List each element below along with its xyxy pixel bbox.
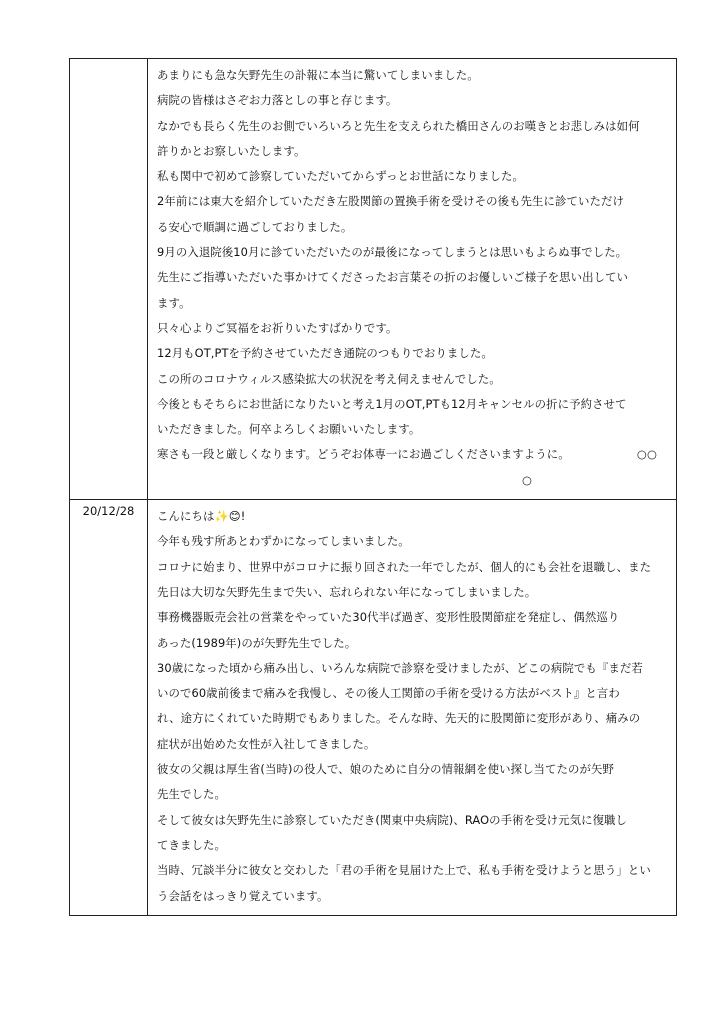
message-line: 私も関中で初めて診察していただいてからずっとお世話になりました。 <box>157 169 525 184</box>
message-line: いただきました。何卒よろしくお願いいたします。 <box>157 422 421 437</box>
message-cell <box>148 59 677 500</box>
message-line: 当時、冗談半分に彼女と交わした「君の手術を見届けた上で、私も手術を受けようと思う」とい <box>157 863 651 878</box>
message-line: この所のコロナウィルス感染拡大の状況を考え伺えませんでした。 <box>157 371 501 386</box>
message-line: れ、途方にくれていた時期でもありました。そんな時、先天的に股関節に変形があり、痛みの <box>157 711 641 726</box>
message-line: 今後ともそちらにお世話になりたいと考え1月のOT,PTも12月キャンセルの折に予約させて <box>157 396 627 411</box>
message-line: 先日は大切な矢野先生まで失い、忘れられない年になってしまいました。 <box>157 584 537 599</box>
signature-right: ○○ <box>636 447 657 462</box>
message-line: いので60歳前後まで痛みを我慢し、その後人工関節の手術を受ける方法がベスト』と言わ <box>157 686 620 701</box>
message-line: 2年前には東大を紹介していただき左股関節の置換手術を受けその後も先生に診ていただけ <box>157 194 624 209</box>
entry-row <box>70 59 677 500</box>
signature-center: ○ <box>521 472 533 487</box>
message-line: 許りかとお察しいたします。 <box>157 143 306 158</box>
message-line: あった(1989年)のが矢野先生でした。 <box>157 635 357 650</box>
message-line: 先生にご指導いただいた事かけてくださったお言葉その折のお優しいご様子を思い出してい <box>157 270 629 285</box>
closing-row <box>157 442 667 467</box>
message-line: う会話をはっきり覚えています。 <box>157 888 329 903</box>
entry-row <box>70 500 677 916</box>
message-line: 30歳になった頃から痛み出し、いろんな病院で診察を受けましたが、どこの病院でも『まだ若 <box>157 660 643 675</box>
message-line: 今年も残す所あとわずかになってしまいました。 <box>157 534 410 549</box>
message-line: 事務機器販売会社の営業をやっていた30代半ば過ぎ、変形性股関節症を発症し、偶然巡り <box>157 610 620 625</box>
date-cell <box>70 59 148 500</box>
message-line: 9月の入退院後10月に診ていただいたのが最後になってしまうとは思いもよらぬ事でした。 <box>157 245 628 260</box>
message-line: 先生でした。 <box>157 787 226 802</box>
message-line: てきました。 <box>157 837 226 852</box>
message-line: 12月もOT,PTを予約させていただき通院のつもりでおりました。 <box>157 346 493 361</box>
message-line: そして彼女は矢野先生に診察していただき(関東中央病院)、RAOの手術を受け元気に復職し <box>157 812 628 827</box>
closing-line: 寒さも一段と厳しくなります。どうぞお体専一にお過ごしくださいますように。 <box>157 447 570 462</box>
message-line: 病院の皆様はさぞお力落としの事と存じます。 <box>157 93 398 108</box>
message-line: る安心で順調に過ごしておりました。 <box>157 219 353 234</box>
message-line: なかでも長らく先生のお側でいろいろと先生を支えられた橋田さんのお嘆きとお悲しみは如何 <box>157 118 640 133</box>
message-line: ます。 <box>157 295 191 310</box>
message-line: あまりにも急な矢野先生の訃報に本当に驚いてしまいました。 <box>157 68 479 82</box>
message-line: コロナに始まり、世界中がコロナに振り回された一年でしたが、個人的にも会社を退職し、また <box>157 559 652 574</box>
message-line: こんにちは✨😊! <box>157 509 246 524</box>
message-line: 彼女の父親は厚生省(当時)の役人で、娘のために自分の情報網を使い探し当てたのが矢野 <box>157 762 614 777</box>
message-line: 只々心よりご冥福をお祈りいたすばかりです。 <box>157 320 398 335</box>
message-line: 症状が出始めた女性が入社してきました。 <box>157 736 376 751</box>
date-cell: 20/12/28 <box>70 500 148 916</box>
message-cell <box>148 500 677 916</box>
letters-table <box>69 58 677 916</box>
